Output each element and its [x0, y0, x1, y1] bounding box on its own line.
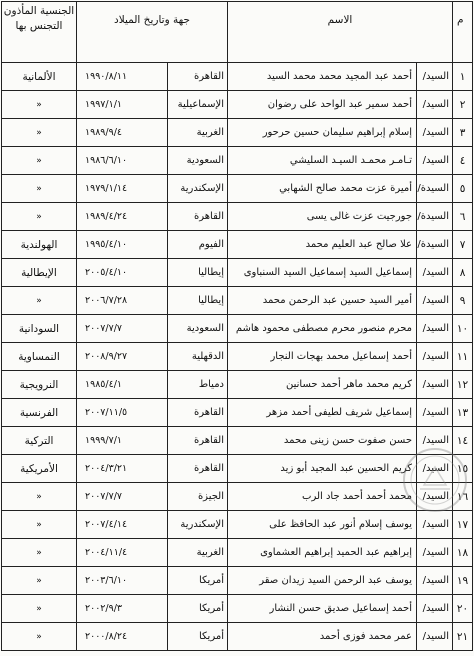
- birth-date: ١٩٨٩/٩/٤: [77, 119, 168, 147]
- birth-place: الإسكندرية: [168, 175, 228, 203]
- row-number: ٩: [453, 287, 473, 315]
- table-row: [2, 595, 473, 623]
- person-name: إسلام إبراهيم سليمان حسين حرحور: [228, 119, 417, 147]
- birth-date: ١٩٩٠/٨/١١: [77, 63, 168, 91]
- birth-date: ٢٠٠٢/٩/٣: [77, 595, 168, 623]
- nationality: السودانية: [2, 315, 77, 343]
- honorific: السيد/: [417, 483, 453, 511]
- birth-date: ٢٠٠٧/٧/٧: [77, 315, 168, 343]
- person-name: أميرة عزت محمد صالح الشهابي: [228, 175, 417, 203]
- table-row: [2, 147, 473, 175]
- birth-date: ١٩٨٥/٤/١: [77, 371, 168, 399]
- row-number: ١٩: [453, 567, 473, 595]
- row-number: ٨: [453, 259, 473, 287]
- birth-place: القاهرة: [168, 203, 228, 231]
- nationality: «: [2, 91, 77, 119]
- person-name: أحمد إسماعيل محمد بهجات النجار: [228, 343, 417, 371]
- row-number: ١٣: [453, 399, 473, 427]
- nationality: «: [2, 203, 77, 231]
- person-name: كريم محمد ماهر أحمد حسانين: [228, 371, 417, 399]
- birth-place: القاهرة: [168, 455, 228, 483]
- nationality: «: [2, 147, 77, 175]
- birth-date: ٢٠٠٤/٣/٢١: [77, 455, 168, 483]
- birth-place: الغربية: [168, 539, 228, 567]
- birth-date: ١٩٧٩/١/١٤: [77, 175, 168, 203]
- birth-date: ٢٠٠٣/٦/١٠: [77, 567, 168, 595]
- row-number: ١: [453, 63, 473, 91]
- table-row: [2, 63, 473, 91]
- table-row: [2, 91, 473, 119]
- honorific: السيد/: [417, 427, 453, 455]
- birth-place: دمياط: [168, 371, 228, 399]
- birth-place: إيطاليا: [168, 259, 228, 287]
- honorific: السيد/: [417, 539, 453, 567]
- header-birth: جهة وتاريخ الميلاد: [77, 2, 228, 63]
- nationality: «: [2, 595, 77, 623]
- row-number: ٤: [453, 147, 473, 175]
- person-name: عمر محمد فوزى أحمد: [228, 623, 417, 651]
- nationality: «: [2, 623, 77, 651]
- birth-date: ١٩٨٩/٤/٢٤: [77, 203, 168, 231]
- nationality: «: [2, 539, 77, 567]
- table-row: [2, 203, 473, 231]
- person-name: حسن صفوت حسن زينى محمد: [228, 427, 417, 455]
- row-number: ١٤: [453, 427, 473, 455]
- honorific: السيد/: [417, 91, 453, 119]
- table-row: [2, 399, 473, 427]
- row-number: ٥: [453, 175, 473, 203]
- honorific: السيدة/: [417, 175, 453, 203]
- nationality: الأمريكية: [2, 455, 77, 483]
- birth-place: الجيزة: [168, 483, 228, 511]
- person-name: إسماعيل شريف لطيفى أحمد مزهر: [228, 399, 417, 427]
- honorific: السيد/: [417, 259, 453, 287]
- table-row: [2, 231, 473, 259]
- nationality: النمساوية: [2, 343, 77, 371]
- person-name: إسماعيل السيد إسماعيل السيد السنباوى: [228, 259, 417, 287]
- birth-place: القاهرة: [168, 399, 228, 427]
- birth-date: ٢٠٠٧/٤/١٤: [77, 511, 168, 539]
- nationality: الهولندية: [2, 231, 77, 259]
- row-number: ٦: [453, 203, 473, 231]
- table-row: [2, 623, 473, 651]
- person-name: أحمد إسماعيل صديق حسن النشار: [228, 595, 417, 623]
- birth-date: ٢٠٠٨/٩/٢٧: [77, 343, 168, 371]
- birth-place: أمريكا: [168, 595, 228, 623]
- nationality: النرويجية: [2, 371, 77, 399]
- honorific: السيد/: [417, 371, 453, 399]
- person-name: علا صالح عبد العليم محمد: [228, 231, 417, 259]
- person-name: محرم منصور محرم مصطفى محمود هاشم: [228, 315, 417, 343]
- person-name: يوسف عبد الرحمن السيد زيدان صقر: [228, 567, 417, 595]
- row-number: ١٦: [453, 483, 473, 511]
- table-row: [2, 287, 473, 315]
- honorific: السيد/: [417, 287, 453, 315]
- row-number: ١٥: [453, 455, 473, 483]
- nationality: «: [2, 567, 77, 595]
- table-row: [2, 175, 473, 203]
- nationality: الألمانية: [2, 63, 77, 91]
- birth-date: ١٩٩٧/١/١: [77, 91, 168, 119]
- birth-date: ٢٠٠٦/٧/٢٨: [77, 287, 168, 315]
- person-name: إبراهيم عبد الحميد إبراهيم العشماوى: [228, 539, 417, 567]
- row-number: ٢١: [453, 623, 473, 651]
- header-row: [2, 2, 473, 63]
- person-name: يوسف إسلام أنور عبد الحافظ على: [228, 511, 417, 539]
- row-number: ٢٠: [453, 595, 473, 623]
- birth-place: الفيوم: [168, 231, 228, 259]
- table-row: [2, 343, 473, 371]
- birth-date: ٢٠٠٤/١١/٤: [77, 539, 168, 567]
- nationality: «: [2, 119, 77, 147]
- header-number: م: [453, 2, 473, 63]
- birth-place: الغربية: [168, 119, 228, 147]
- row-number: ١١: [453, 343, 473, 371]
- birth-date: ٢٠٠٧/٧/٧: [77, 483, 168, 511]
- honorific: السيد/: [417, 511, 453, 539]
- birth-date: ١٩٨٦/٦/١٠: [77, 147, 168, 175]
- table-row: [2, 567, 473, 595]
- person-name: أحمد سمير عبد الواحد على رضوان: [228, 91, 417, 119]
- table-row: [2, 539, 473, 567]
- honorific: السيد/: [417, 455, 453, 483]
- table-body: [2, 63, 473, 651]
- birth-date: ٢٠٠٠/٨/٢٤: [77, 623, 168, 651]
- nationality: الفرنسية: [2, 399, 77, 427]
- header-nationality: الجنسية المأذون التجنس بها: [2, 2, 77, 63]
- birth-place: الإسماعيلية: [168, 91, 228, 119]
- birth-date: ١٩٩٩/٧/١: [77, 427, 168, 455]
- honorific: السيدة/: [417, 231, 453, 259]
- person-name: أحمد عبد المجيد محمد محمد السيد: [228, 63, 417, 91]
- person-name: جورجيت عزت غالى يسى: [228, 203, 417, 231]
- person-name: كريم الحسين عبد المجيد أبو زيد: [228, 455, 417, 483]
- honorific: السيد/: [417, 343, 453, 371]
- birth-place: الإسكندرية: [168, 511, 228, 539]
- table-row: [2, 119, 473, 147]
- table-row: [2, 315, 473, 343]
- seal-watermark: [400, 445, 470, 515]
- birth-place: القاهرة: [168, 63, 228, 91]
- nationality: التركية: [2, 427, 77, 455]
- birth-date: ٢٠٠٧/١١/٥: [77, 399, 168, 427]
- table-row: [2, 371, 473, 399]
- honorific: السيد/: [417, 315, 453, 343]
- person-name: محمد أحمد أحمد جاد الرب: [228, 483, 417, 511]
- naturalization-table: [1, 1, 473, 651]
- nationality: «: [2, 483, 77, 511]
- honorific: السيدة/: [417, 203, 453, 231]
- birth-place: أمريكا: [168, 567, 228, 595]
- honorific: السيد/: [417, 567, 453, 595]
- nationality: «: [2, 287, 77, 315]
- nationality: الإيطالية: [2, 259, 77, 287]
- birth-date: ١٩٩٥/٤/١٠: [77, 231, 168, 259]
- row-number: ١٠: [453, 315, 473, 343]
- birth-place: الدقهلية: [168, 343, 228, 371]
- row-number: ١٢: [453, 371, 473, 399]
- birth-place: القاهرة: [168, 427, 228, 455]
- row-number: ١٧: [453, 511, 473, 539]
- honorific: السيد/: [417, 119, 453, 147]
- birth-place: أمريكا: [168, 623, 228, 651]
- header-name: الاسم: [228, 2, 453, 63]
- birth-place: السعودية: [168, 315, 228, 343]
- row-number: ٧: [453, 231, 473, 259]
- birth-place: إيطاليا: [168, 287, 228, 315]
- nationality: «: [2, 511, 77, 539]
- row-number: ٢: [453, 91, 473, 119]
- honorific: السيد/: [417, 595, 453, 623]
- birth-place: السعودية: [168, 147, 228, 175]
- honorific: السيد/: [417, 399, 453, 427]
- person-name: تـامـر محمـد السيـد السليشي: [228, 147, 417, 175]
- row-number: ١٨: [453, 539, 473, 567]
- honorific: السيد/: [417, 147, 453, 175]
- person-name: أمير السيد حسين عبد الرحمن محمد: [228, 287, 417, 315]
- row-number: ٣: [453, 119, 473, 147]
- birth-date: ٢٠٠٥/٤/١٠: [77, 259, 168, 287]
- document-page: [1, 1, 472, 654]
- nationality: «: [2, 175, 77, 203]
- honorific: السيد/: [417, 63, 453, 91]
- table-row: [2, 259, 473, 287]
- honorific: السيد/: [417, 623, 453, 651]
